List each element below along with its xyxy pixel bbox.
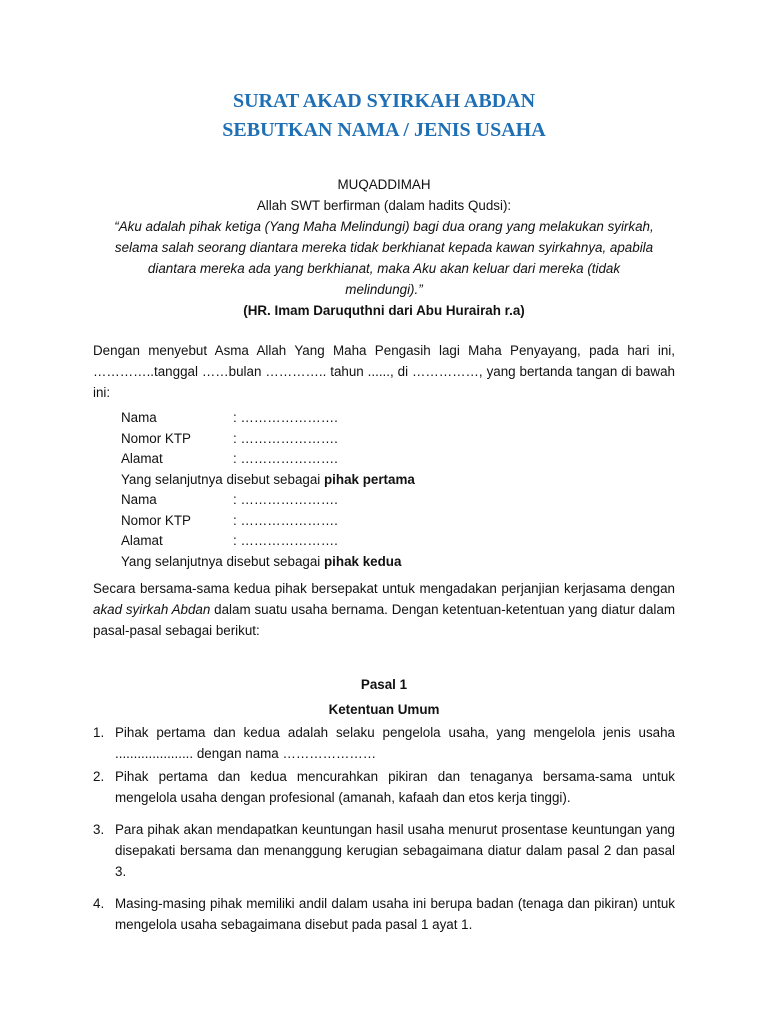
hadith-quote-line: selama salah seorang diantara mereka tidak berkhianat kepada kawan syirkahnya, apabila	[114, 240, 654, 255]
designation-text: Yang selanjutnya disebut sebagai	[121, 471, 324, 487]
field-label: Alamat	[121, 533, 163, 548]
pasal-heading: Pasal 1	[360, 677, 408, 692]
hadith-quote-line: “Aku adalah pihak ketiga (Yang Maha Melindungi) bagi dua orang yang melakukan syirkah,	[114, 219, 654, 234]
hadith-quote-line: diantara mereka ada yang berkhianat, maka Aku akan keluar dari mereka (tidak	[147, 261, 621, 276]
list-item	[93, 722, 675, 764]
field-value: : ………………….	[233, 451, 338, 466]
field-value: : ………………….	[233, 492, 338, 507]
party1-name-row	[121, 408, 681, 429]
parties-block	[121, 408, 681, 572]
party1-ktp-row	[121, 429, 681, 450]
agreement-text: Secara bersama-sama kedua pihak bersepakat untuk mengadakan perjanjian kerjasama dengan	[93, 581, 675, 596]
party2-address-row	[121, 531, 681, 552]
field-label: Nomor KTP	[121, 512, 191, 528]
muqaddimah-heading: MUQADDIMAH	[337, 177, 431, 192]
list-item	[93, 819, 675, 882]
item-text: Para pihak akan mendapatkan keuntungan hasil usaha menurut prosentase keuntungan yang disepakati bersama dan menanggung kerugian sebagaimana diatur dalam pasal 2 dan pasal 3.	[115, 822, 675, 879]
field-value: : ………………….	[233, 512, 338, 528]
item-number: 2.	[93, 769, 105, 784]
item-number: 3.	[93, 822, 105, 837]
hadith-quote-line: melindungi).”	[345, 282, 423, 297]
party1-address-row	[121, 449, 681, 470]
agreement-italic: akad syirkah Abdan	[93, 602, 211, 617]
party2-name-row	[121, 490, 681, 511]
pasal1-list	[93, 722, 675, 935]
list-item	[93, 766, 675, 808]
list-item	[93, 893, 675, 935]
party1-designation	[121, 470, 681, 491]
field-value: : ………………….	[233, 533, 338, 548]
opening-paragraph: Dengan menyebut Asma Allah Yang Maha Pengasih lagi Maha Penyayang, pada hari ini, …………..tanggal ……bulan ………….. tahun ......, di ……………, yang bertanda tangan di bawah ini:	[93, 343, 675, 400]
agreement-text: dalam suatu usaha bernama. Dengan ketentuan-ketentuan yang diatur dalam pasal-pasal sebagai berikut:	[93, 602, 675, 638]
pasal-subheading: Ketentuan Umum	[328, 702, 440, 717]
designation-bold: pihak kedua	[324, 553, 402, 569]
field-label: Alamat	[121, 451, 163, 466]
document-subtitle: SEBUTKAN NAMA / JENIS USAHA	[222, 119, 546, 141]
designation-text: Yang selanjutnya disebut sebagai	[121, 553, 324, 569]
party2-designation	[121, 552, 681, 573]
field-label: Nama	[121, 410, 157, 425]
hadith-source: (HR. Imam Daruquthni dari Abu Hurairah r.a)	[243, 303, 525, 318]
muqaddimah-section	[93, 174, 675, 321]
field-label: Nama	[121, 492, 157, 507]
party2-ktp-row	[121, 511, 681, 532]
item-text: Masing-masing pihak memiliki andil dalam usaha ini berupa badan (tenaga dan pikiran) untuk mengelola usaha sebagaimana disebut pada pasal 1 ayat 1.	[115, 896, 675, 932]
pasal-heading-block	[0, 674, 768, 720]
field-value: : ………………….	[233, 430, 338, 446]
item-number: 1.	[93, 725, 105, 740]
designation-bold: pihak pertama	[324, 471, 415, 487]
item-text: Pihak pertama dan kedua mencurahkan pikiran dan tenaganya bersama-sama untuk mengelola usaha dengan profesional (amanah, kafaah dan etos kerja tinggi).	[115, 769, 675, 805]
item-number: 4.	[93, 896, 105, 911]
item-text: Pihak pertama dan kedua adalah selaku pengelola usaha, yang mengelola jenis usaha ..................... dengan nama …………………	[115, 725, 675, 761]
field-label: Nomor KTP	[121, 430, 191, 446]
document-title: SURAT AKAD SYIRKAH ABDAN	[232, 90, 536, 112]
muqaddimah-intro: Allah SWT berfirman (dalam hadits Qudsi):	[256, 198, 512, 213]
agreement-paragraph	[93, 578, 675, 641]
field-value: : ………………….	[233, 410, 338, 425]
